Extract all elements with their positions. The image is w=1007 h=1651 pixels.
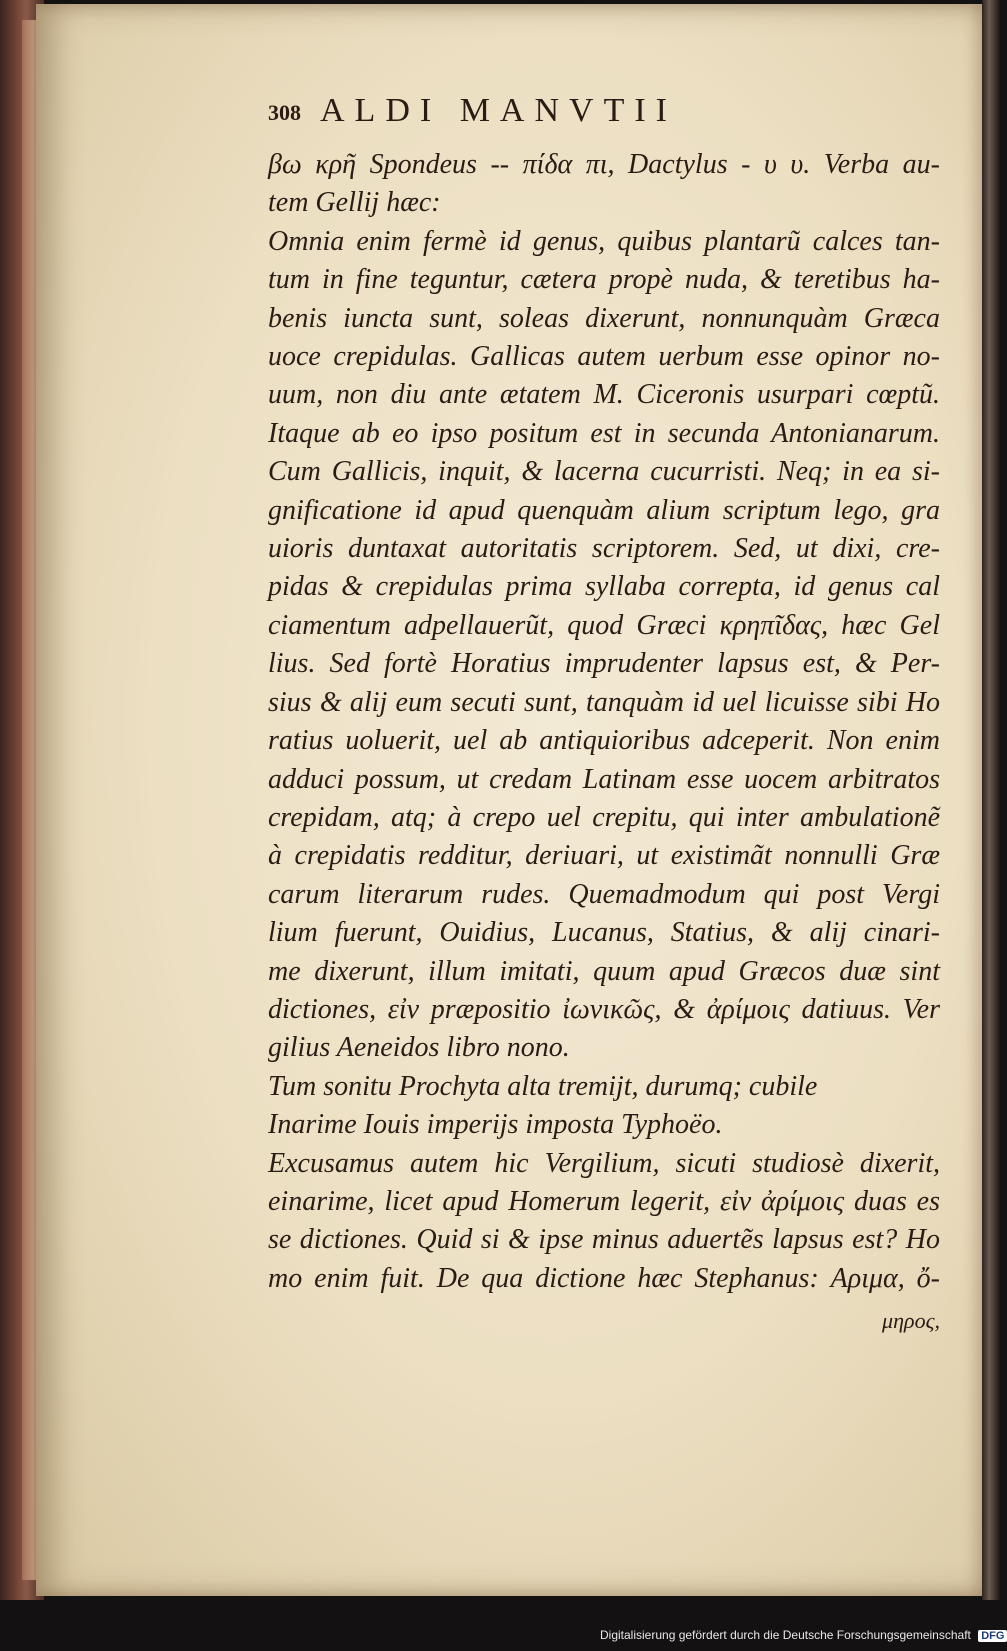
text-line: einarime, licet apud Homerum legerit, εἰν ἀρίμοις duas es [268, 1185, 940, 1217]
dfg-logo: DFG [978, 1630, 1007, 1642]
text-line: me dixerunt, illum imitati, quum apud Græcos duæ sint [268, 955, 940, 987]
text-line: gilius Aeneidos libro nono. [268, 1032, 570, 1064]
text-line: ratius uoluerit, uel ab antiquioribus adceperit. Non enim [268, 725, 940, 757]
running-title: ALDI MANVTII [320, 92, 678, 129]
text-line: Excusamus autem hic Vergilium, sicuti studiosè dixerit, [268, 1147, 940, 1179]
page-header [268, 92, 828, 138]
text-line: dictiones, εἰν præpositio ἰωνικῶς, & ἀρίμοις datiuus. Ver [268, 993, 940, 1025]
text-line: uoce crepidulas. Gallicas autem uerbum esse opinor no- [268, 341, 940, 373]
text-line: Cum Gallicis, inquit, & lacerna cucurristi. Neq; in ea si- [268, 456, 940, 488]
text-line: mo enim fuit. De qua dictione hæc Stephanus: Αριμα, ὄ- [268, 1262, 940, 1294]
text-line: Itaque ab eo ipso positum est in secunda Antonianarum. [268, 417, 940, 449]
text-line: benis iuncta sunt, soleas dixerunt, nonnunquàm Græca [268, 302, 940, 334]
text-line: gnificatione id apud quenquàm alium scriptum lego, gra [268, 494, 940, 526]
text-line: pidas & crepidulas prima syllaba correpta, id genus cal [268, 571, 940, 603]
text-line: ciamentum adpellauerũt, quod Græci κρηπῖδας, hæc Gel [268, 609, 940, 641]
footer-credit [600, 1628, 1007, 1648]
text-line: tum in fine teguntur, cætera propè nuda, & teretibus ha- [268, 264, 940, 296]
text-line: lium fuerunt, Ouidius, Lucanus, Statius, & alij cinari- [268, 917, 940, 949]
text-line: crepidam, atq; à crepo uel crepitu, qui inter ambulationẽ [268, 801, 940, 833]
folio-number: 308 [268, 100, 301, 125]
text-line: lius. Sed fortè Horatius imprudenter lapsus est, & Per- [268, 648, 940, 680]
page-right-edge [982, 0, 1000, 1600]
text-line: βω κρῆ Spondeus -- πίδα πι, Dactylus - υ υ. Verba au- [268, 149, 940, 180]
verse-line: Inarime Iouis imperijs imposta Typhoëo. [268, 1109, 723, 1141]
text-line: uum, non diu ante ætatem M. Ciceronis usurpari cœptũ. [268, 379, 940, 411]
text-line: Omnia enim fermè id genus, quibus plantarũ calces tan- [268, 225, 940, 257]
text-line: à crepidatis redditur, deriuari, ut existimãt nonnulli Græ [268, 840, 940, 872]
text-line: uioris duntaxat autoritatis scriptorem. Sed, ut dixi, cre- [268, 533, 940, 565]
footer-text: Digitalisierung gefördert durch die Deutsche Forschungsgemeinschaft [600, 1628, 971, 1642]
text-line: se dictiones. Quid si & ipse minus aduertẽs lapsus est? Ho [268, 1224, 940, 1256]
text-line: sius & alij eum secuti sunt, tanquàm id uel licuisse sibi Ho [268, 686, 940, 718]
text-line: carum literarum rudes. Quemadmodum qui post Vergi [268, 878, 940, 910]
text-line: tem Gellij hæc: [268, 187, 441, 219]
text-line: adduci possum, ut credam Latinam esse uocem arbitratos [268, 763, 940, 795]
body-text [268, 146, 940, 1341]
verse-line: Tum sonitu Prochyta alta tremijt, durumq; cubile [268, 1070, 818, 1102]
catchword: μηρος, [882, 1308, 940, 1334]
